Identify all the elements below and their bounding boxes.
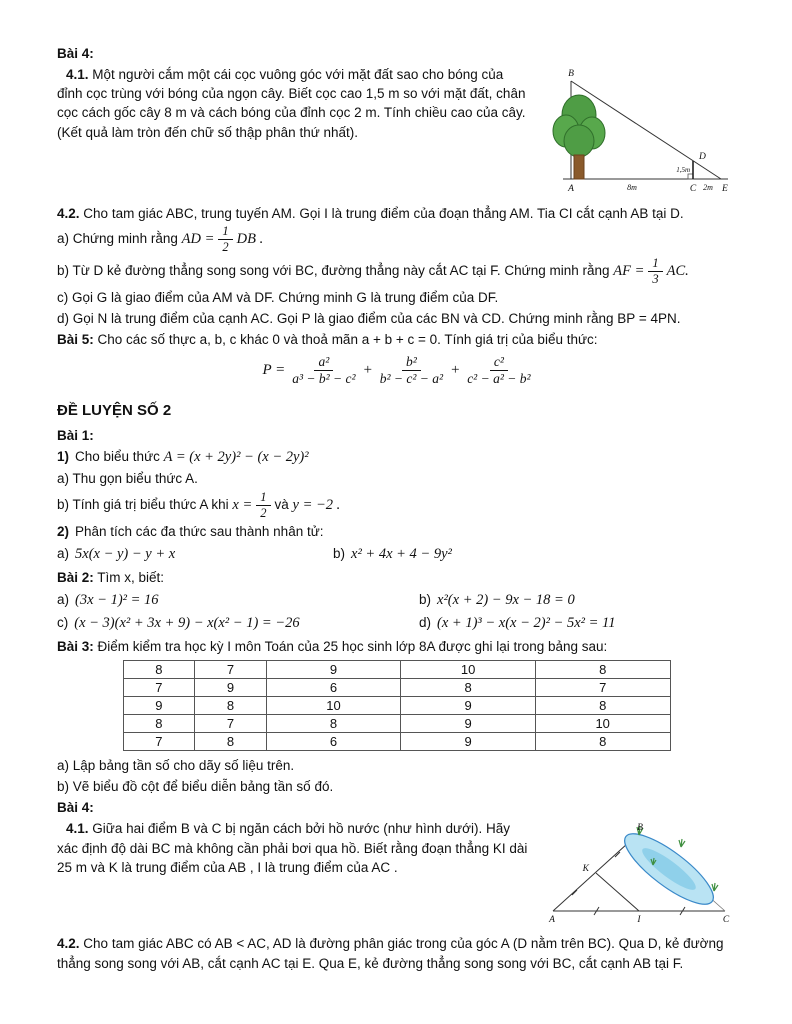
fraction-one-third bbox=[648, 257, 662, 286]
q41-bottom-block bbox=[57, 819, 736, 926]
score-cell: 9 bbox=[195, 678, 267, 696]
formula-fraction-2 bbox=[380, 355, 443, 386]
bai2-item-d bbox=[419, 613, 615, 634]
bai2-item-c bbox=[57, 613, 419, 634]
plus-sign: + bbox=[450, 362, 461, 379]
score-cell: 10 bbox=[266, 696, 401, 714]
q42-bottom-text: Cho tam giác ABC có AB < AC, AD là đường phân giác trong của góc A (D nằm trên BC). Qua D, kẻ đường thẳng song song với AB, cắt cạnh AC tại E. Qua E, kẻ đường thẳng song song với BC, cắt cạnh AB tại F. bbox=[57, 936, 724, 971]
bai2-row-cd bbox=[57, 613, 736, 634]
table-row bbox=[123, 696, 670, 714]
formula-fraction-1 bbox=[292, 355, 355, 386]
bai1-title-label: Bài 1: bbox=[57, 427, 94, 443]
q42-item-c: c) Gọi G là giao điểm của AM và DF. Chứng minh G là trung điểm của DF. bbox=[57, 289, 499, 305]
bai5-text: Cho các số thực a, b, c khác 0 và thoả mãn a + b + c = 0. Tính giá trị của biểu thức: bbox=[97, 332, 598, 348]
point-label-d: D bbox=[699, 152, 706, 163]
item-expression: 5x(x − y) − y + x bbox=[75, 545, 176, 562]
score-cell: 8 bbox=[535, 660, 670, 678]
q42-item-b-math-rhs: AC. bbox=[666, 262, 689, 279]
score-cell: 10 bbox=[535, 714, 670, 732]
tree-icon bbox=[553, 95, 605, 179]
bai1-q2-item-a bbox=[57, 544, 333, 565]
score-cell: 8 bbox=[535, 696, 670, 714]
q42-item-a-math-rhs: DB . bbox=[236, 231, 264, 248]
bai2-item-b bbox=[419, 590, 575, 611]
score-cell: 7 bbox=[195, 714, 267, 732]
bai5-paragraph bbox=[57, 330, 736, 349]
q41-top-label: 4.1. bbox=[66, 67, 89, 83]
fraction-numerator: 1 bbox=[218, 225, 232, 240]
item-label: b) bbox=[419, 591, 432, 607]
fraction-one-half bbox=[256, 491, 270, 520]
fraction-one-half bbox=[218, 225, 232, 254]
bai3-item-b: b) Vẽ biểu đồ cột để biểu diễn bảng tần số đó. bbox=[57, 779, 334, 795]
score-cell: 7 bbox=[195, 660, 267, 678]
tree-shadow-svg bbox=[541, 67, 736, 195]
point-label-i: I bbox=[637, 915, 641, 926]
distance-label-8m: 8m bbox=[627, 183, 637, 193]
item-label: b) bbox=[333, 545, 346, 561]
item-label: d) bbox=[419, 615, 432, 631]
item-equation: (3x − 1)² = 16 bbox=[75, 591, 159, 608]
plus-sign: + bbox=[362, 362, 373, 379]
bai3-title-label: Bài 3: bbox=[57, 638, 94, 654]
bai2-item-a bbox=[57, 590, 419, 611]
bai3-item-a: a) Lập bảng tần số cho dãy số liệu trên. bbox=[57, 757, 295, 773]
bai3-text: Điểm kiểm tra học kỳ I môn Toán của 25 học sinh lớp 8A được ghi lại trong bảng sau: bbox=[97, 638, 608, 654]
score-table bbox=[123, 660, 671, 751]
bai1-q1-item-b bbox=[57, 491, 736, 520]
bai2-title-label: Bài 2: bbox=[57, 569, 94, 585]
item-equation: (x − 3)(x² + 3x + 9) − x(x² − 1) = −26 bbox=[74, 615, 300, 632]
bai1-title bbox=[57, 426, 736, 445]
bai1-q2-item-b bbox=[333, 544, 452, 565]
fraction-numerator: c² bbox=[490, 355, 508, 371]
lake-triangle-figure bbox=[541, 821, 736, 930]
table-row bbox=[123, 732, 670, 750]
q42-item-a-math-lhs: AD = bbox=[181, 231, 215, 248]
formula-lhs: P = bbox=[262, 362, 286, 379]
q42-top-label: 4.2. bbox=[57, 206, 80, 222]
point-label-c: C bbox=[689, 184, 697, 195]
bai1-q2-text: Phân tích các đa thức sau thành nhân tử: bbox=[75, 523, 324, 539]
pole-height-label: 1,5m bbox=[676, 166, 690, 175]
score-table-body bbox=[123, 660, 670, 750]
bai2-text: Tìm x, biết: bbox=[97, 569, 165, 585]
bai1-q1-item-b-mid: và bbox=[274, 496, 289, 512]
bai1-q1-math: A = (x + 2y)² − (x − 2y)² bbox=[163, 448, 309, 465]
point-label-a: A bbox=[568, 184, 574, 195]
fraction-denominator: 2 bbox=[260, 505, 267, 520]
lake-icon bbox=[616, 823, 723, 915]
score-cell: 9 bbox=[401, 714, 536, 732]
bai4-bottom-title-label: Bài 4: bbox=[57, 800, 94, 816]
bai1-q1-item-a: a) Thu gọn biểu thức A. bbox=[57, 471, 198, 487]
point-label-e: E bbox=[722, 184, 728, 195]
bai1-q2 bbox=[57, 522, 736, 541]
score-cell: 10 bbox=[401, 660, 536, 678]
fraction-numerator: a² bbox=[314, 355, 333, 371]
score-cell: 8 bbox=[266, 714, 401, 732]
point-label-a: A bbox=[549, 915, 555, 926]
score-cell: 6 bbox=[266, 678, 401, 696]
q42-top-paragraph bbox=[57, 204, 736, 223]
score-cell: 8 bbox=[535, 732, 670, 750]
q42-item-a bbox=[57, 225, 736, 254]
score-cell: 6 bbox=[266, 732, 401, 750]
fraction-denominator: a³ − b² − c² bbox=[292, 371, 356, 387]
item-equation: (x + 1)³ − x(x − 2)² − 5x² = 11 bbox=[437, 615, 616, 632]
table-row bbox=[123, 678, 670, 696]
bai1-q1 bbox=[57, 447, 736, 468]
score-cell: 8 bbox=[195, 696, 267, 714]
score-cell: 7 bbox=[123, 732, 195, 750]
item-label: a) bbox=[57, 545, 70, 561]
table-row bbox=[123, 660, 670, 678]
bai1-q1-item-b-math-rhs: y = −2 . bbox=[292, 496, 341, 513]
score-cell: 7 bbox=[123, 678, 195, 696]
score-cell: 8 bbox=[195, 732, 267, 750]
point-label-b: B bbox=[637, 823, 643, 834]
q42-item-b-math-lhs: AF = bbox=[613, 262, 645, 279]
score-cell: 8 bbox=[123, 714, 195, 732]
score-cell: 9 bbox=[266, 660, 401, 678]
bai5-formula bbox=[57, 355, 736, 386]
point-label-b: B bbox=[568, 69, 574, 80]
bai5-label: Bài 5: bbox=[57, 332, 94, 348]
point-label-c: C bbox=[722, 915, 730, 926]
score-cell: 8 bbox=[123, 660, 195, 678]
score-cell: 9 bbox=[123, 696, 195, 714]
q42-bottom-label: 4.2. bbox=[57, 936, 80, 952]
item-label: c) bbox=[57, 615, 69, 631]
bai2-row-ab bbox=[57, 590, 736, 611]
fraction-denominator: b² − c² − a² bbox=[379, 371, 444, 387]
item-label: a) bbox=[57, 591, 70, 607]
q42-item-b bbox=[57, 257, 736, 286]
q42-item-a-text: a) Chứng minh rằng bbox=[57, 231, 178, 247]
q42-item-b-text: b) Từ D kẻ đường thẳng song song với BC, đường thẳng này cắt AC tại F. Chứng minh rằng bbox=[57, 262, 610, 278]
point-label-k: K bbox=[582, 864, 589, 875]
midsegment-ki-line bbox=[596, 873, 639, 911]
q41-top-block bbox=[57, 65, 736, 195]
de-luyen-so-2-title: ĐỀ LUYỆN SỐ 2 bbox=[57, 401, 172, 419]
q42-bottom-paragraph bbox=[57, 934, 736, 972]
bai4-top-title-label: Bài 4: bbox=[57, 46, 94, 61]
table-row bbox=[123, 714, 670, 732]
fraction-denominator: 2 bbox=[222, 240, 229, 255]
score-cell: 7 bbox=[535, 678, 670, 696]
score-cell: 9 bbox=[401, 696, 536, 714]
formula-fraction-3 bbox=[467, 355, 530, 386]
bai3-title bbox=[57, 637, 736, 656]
bai4-bottom-title bbox=[57, 798, 736, 817]
tree-shadow-figure bbox=[541, 67, 736, 200]
fraction-numerator: 1 bbox=[256, 491, 270, 506]
q42-item-d: d) Gọi N là trung điểm của cạnh AC. Gọi P là giao điểm của các BN và CD. Chứng minh rằng BP = 4PN. bbox=[57, 310, 681, 326]
bai2-title bbox=[57, 568, 736, 587]
bai1-q2-items bbox=[57, 544, 736, 565]
fraction-denominator: c² − a² − b² bbox=[467, 371, 531, 387]
q41-bottom-text: Giữa hai điểm B và C bị ngăn cách bởi hồ nước (như hình dưới). Hãy xác định độ dài BC mà không cần phải bơi qua hồ. Biết rằng đoạn thẳng KI dài 25 m và K là trung điểm của AB , I là trung điểm của AC . bbox=[57, 821, 528, 875]
bai1-q2-label: 2) bbox=[57, 523, 70, 539]
score-cell: 8 bbox=[401, 678, 536, 696]
q42-top-text: Cho tam giác ABC, trung tuyến AM. Gọi I là trung điểm của đoạn thẳng AM. Tia CI cắt cạnh AB tại D. bbox=[83, 206, 684, 222]
distance-label-2m: 2m bbox=[703, 183, 713, 193]
bai1-q1-item-b-math-lhs: x = bbox=[232, 496, 253, 513]
item-expression: x² + 4x + 4 − 9y² bbox=[351, 545, 452, 562]
lake-triangle-svg bbox=[541, 821, 736, 925]
fraction-denominator: 3 bbox=[652, 271, 659, 286]
fraction-numerator: 1 bbox=[648, 257, 662, 272]
bai1-q1-item-b-text: b) Tính giá trị biểu thức A khi bbox=[57, 496, 229, 512]
bai1-q1-text: Cho biểu thức bbox=[75, 448, 160, 464]
score-cell: 9 bbox=[401, 732, 536, 750]
q41-bottom-label: 4.1. bbox=[66, 821, 89, 837]
q41-top-text: Một người cắm một cái cọc vuông góc với mặt đất sao cho bóng của đỉnh cọc trùng với bóng của ngọn cây. Biết cọc cao 1,5 m so với mặt đất, chân cọc cách gốc cây 8 m và cách bóng của đỉnh cọc 2 m. Tính chiều cao của cây. (Kết quả làm tròn đến chữ số thập phân thứ nhất). bbox=[57, 67, 526, 140]
bai1-q1-label: 1) bbox=[57, 448, 70, 464]
fraction-numerator: b² bbox=[402, 355, 421, 371]
item-equation: x²(x + 2) − 9x − 18 = 0 bbox=[437, 591, 575, 608]
bai4-top-title bbox=[57, 44, 736, 63]
